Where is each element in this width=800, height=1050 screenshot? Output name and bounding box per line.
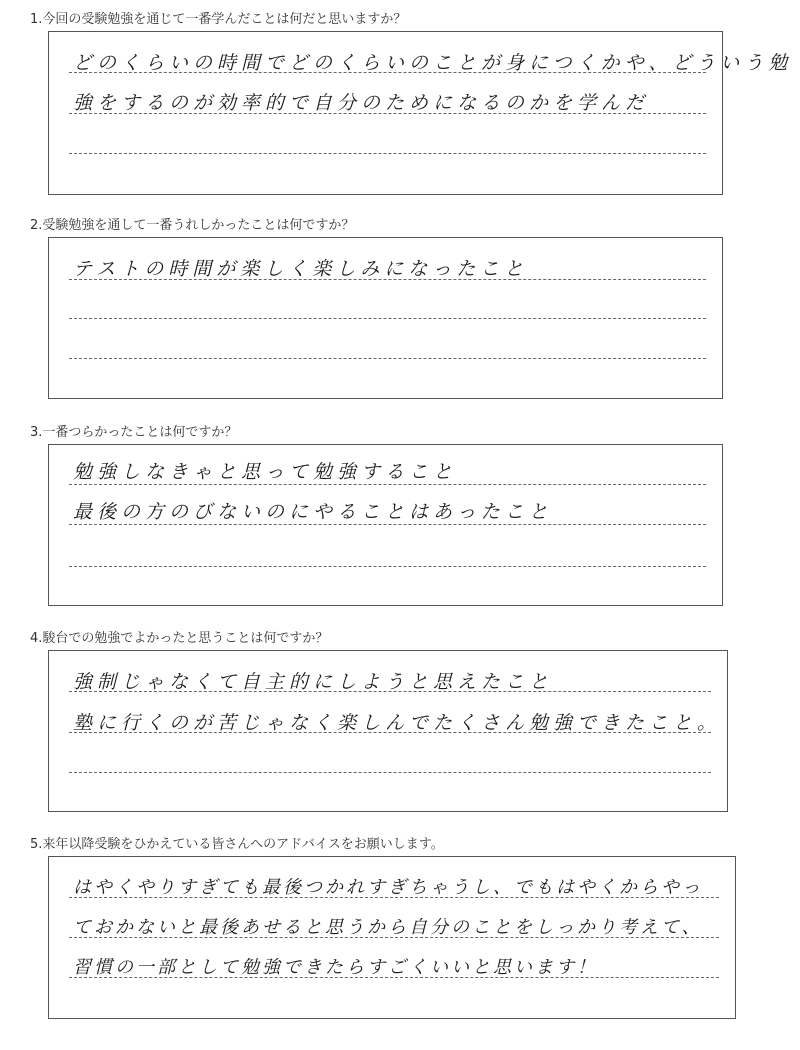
answer-1-line-2: 強をするのが効率的で自分のためになるのかを学んだ [73,92,650,114]
answer-line [69,566,706,567]
question-5: 5.来年以降受験をひかえている皆さんへのアドバイスをお願いします。 [30,837,444,852]
answer-line [69,153,706,154]
answer-4-line-2: 塾に行くのが苦じゃなく楽しんでたくさん勉強できたこと。 [73,712,722,734]
answer-line [69,318,706,319]
answer-line [69,72,706,73]
answer-line [69,691,711,692]
answer-3-line-1: 勉強しなきゃと思って勉強すること [73,461,458,483]
answer-1-line-1: どのくらいの時間でどのくらいのことが身につくかや、どういう勉 [73,52,793,74]
answer-line [69,279,706,280]
answer-line [69,937,719,938]
answer-line [69,897,719,898]
answer-line [69,113,706,114]
answer-box-1 [48,31,793,195]
answer-line [69,524,706,525]
answer-3-line-2: 最後の方のびないのにやることはあったこと [73,501,553,523]
answer-line [69,772,711,773]
answer-box-2 [48,237,723,399]
answer-5-line-2: ておかないと最後あせると思うから自分のことをしっかり考えて、 [73,917,703,938]
answer-5-line-1: はやくやりすぎても最後つかれすぎちゃうし、でもはやくからやっ [73,877,703,898]
answer-line [69,484,706,485]
question-1: 1.今回の受験勉強を通じて一番学んだことは何だと思いますか？ [30,12,407,27]
answer-box-5 [48,856,736,1019]
question-4: 4.駿台での勉強でよかったと思うことは何ですか？ [30,631,329,646]
answer-2-line-1: テストの時間が楽しく楽しみになったこと [73,258,529,280]
answer-5-line-3: 習慣の一部として勉強できたらすごくいいと思います！ [73,957,598,978]
answer-4-line-1: 強制じゃなくて自主的にしようと思えたこと [73,671,554,693]
answer-line [69,977,719,978]
question-3: 3.一番つらかったことは何ですか？ [30,425,238,440]
answer-box-3 [48,444,723,606]
answer-line [69,358,706,359]
answer-line [69,732,711,733]
answer-box-4 [48,650,728,812]
question-2: 2.受験勉強を通して一番うれしかったことは何ですか？ [30,218,355,233]
